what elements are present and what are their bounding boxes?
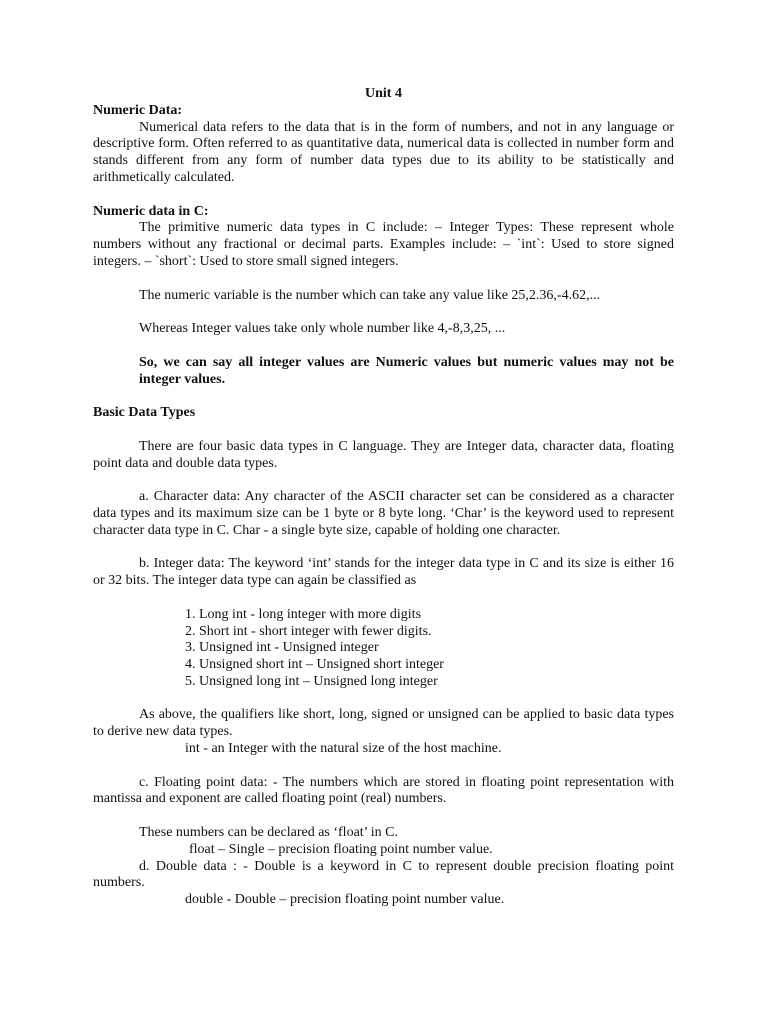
paragraph-conclusion: So, we can say all integer values are Numeric values but numeric values may not be integer values. — [139, 354, 674, 387]
heading-numeric-data: Numeric Data: — [93, 102, 183, 118]
heading-numeric-data-in-c: Numeric data in C: — [93, 203, 209, 219]
paragraph-integer-data: b. Integer data: The keyword ‘int’ stands for the integer data type in C and its size is either 16 or 32 bits. The integer data type can again be classified as — [93, 556, 674, 589]
list-item: 1. Long int - long integer with more digits — [185, 606, 422, 622]
page-title: Unit 4 — [365, 86, 402, 101]
document-body — [93, 86, 674, 909]
definition-double: double - Double – precision floating point number value. — [185, 892, 505, 908]
heading-basic-data-types: Basic Data Types — [93, 405, 196, 421]
list-item: 5. Unsigned long int – Unsigned long integer — [185, 673, 438, 689]
list-item: 3. Unsigned int - Unsigned integer — [185, 640, 379, 656]
paragraph-primitive-types: The primitive numeric data types in C include: – Integer Types: These represent whole numbers without any fractional or decimal parts. Examples include: – `int`: Used to store signed integers. – `short`: Used to store small signed integers. — [93, 220, 674, 269]
paragraph-qualifiers: As above, the qualifiers like short, long, signed or unsigned can be applied to basic data types to derive new data types. — [93, 707, 674, 740]
list-item: 4. Unsigned short int – Unsigned short integer — [185, 657, 444, 673]
paragraph-character-data: a. Character data: Any character of the ASCII character set can be considered as a character data types and its maximum size can be 1 byte or 8 byte long. ‘Char’ is the keyword used to represent character data type in C. Char - a single byte size, capable of holding one character. — [93, 489, 674, 538]
integer-types-list — [93, 607, 674, 691]
list-item: 2. Short int - short integer with fewer digits. — [185, 623, 432, 639]
paragraph-double-data: d. Double data : - Double is a keyword in C to represent double precision floating point numbers. — [93, 858, 674, 891]
definition-int: int - an Integer with the natural size of the host machine. — [185, 741, 502, 757]
paragraph-numeric-variable: The numeric variable is the number which can take any value like 25,2.36,-4.62,... — [139, 287, 601, 303]
paragraph-float-declaration: These numbers can be declared as ‘float’ in C. — [139, 825, 399, 841]
definition-float: float – Single – precision floating point number value. — [189, 841, 493, 857]
paragraph-four-types: There are four basic data types in C language. They are Integer data, character data, floating point data and double data types. — [93, 438, 674, 471]
paragraph-numeric-data: Numerical data refers to the data that is in the form of numbers, and not in any language or descriptive form. Often referred to as quantitative data, numerical data is collected in number form and stands different from any form of number data types due to its ability to be statistically and arithmetically calculated. — [93, 119, 674, 185]
paragraph-floating-point: c. Floating point data: - The numbers which are stored in floating point representation with mantissa and exponent are called floating point (real) numbers. — [93, 774, 674, 807]
paragraph-integer-values: Whereas Integer values take only whole number like 4,-8,3,25, ... — [139, 321, 506, 337]
